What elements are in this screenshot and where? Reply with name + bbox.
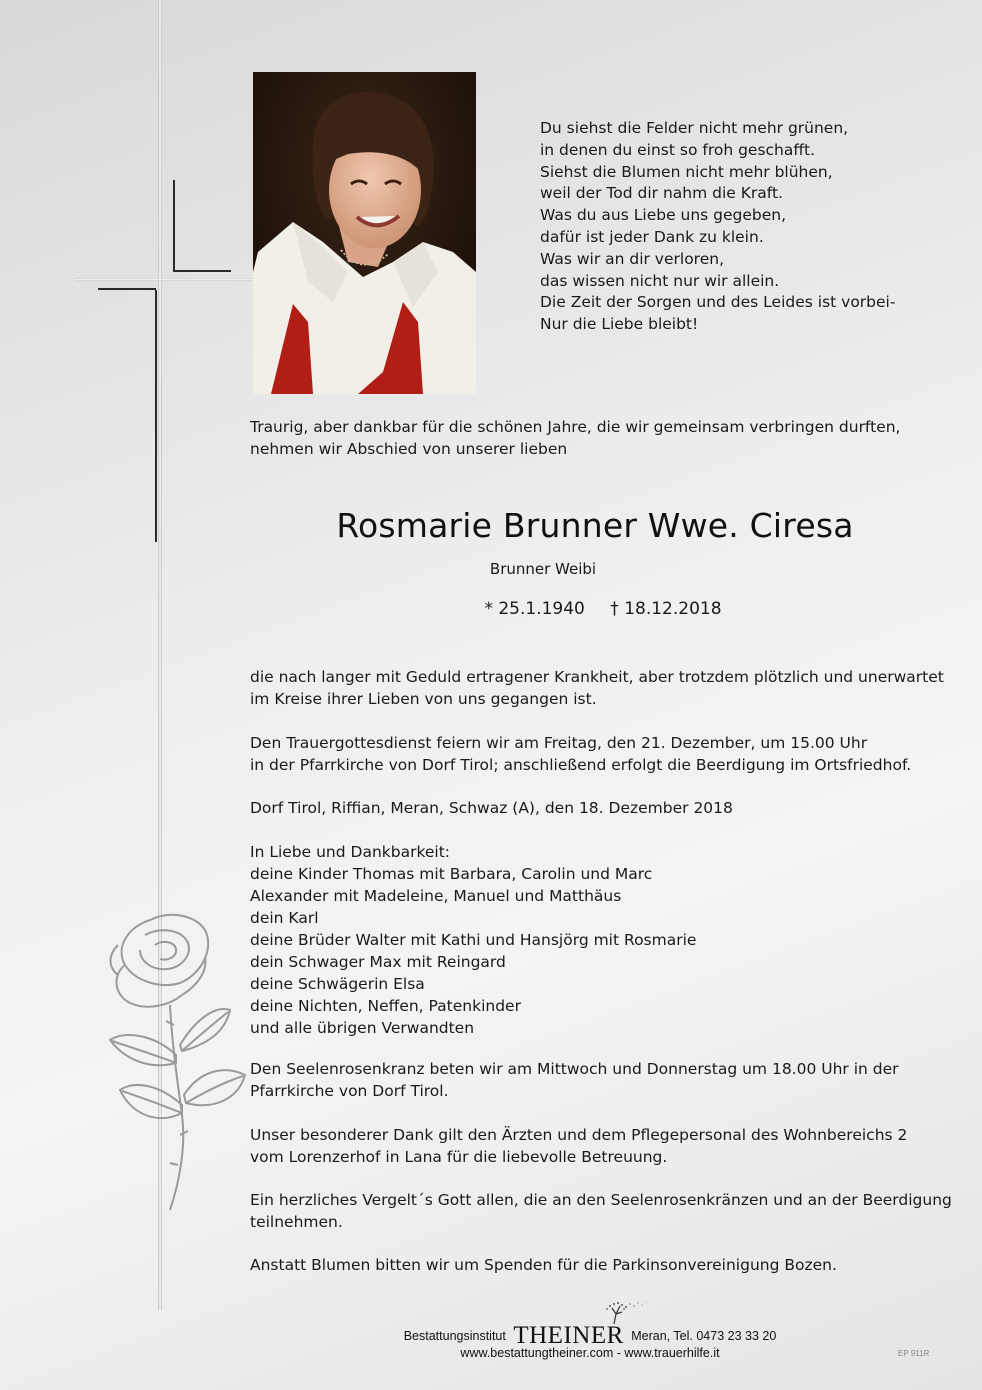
mourners-list (250, 841, 950, 1039)
birth-date: * 25.1.1940 (484, 599, 585, 619)
vergelts-paragraph (250, 1189, 950, 1233)
mourner-line: In Liebe und Dankbarkeit: (250, 843, 451, 861)
deceased-name: Rosmarie Brunner Wwe. Ciresa (336, 506, 854, 545)
poem-line: weil der Tod dir nahm die Kraft. (540, 184, 783, 203)
paragraph-line: vom Lorenzerhof in Lana für die liebevolle Betreuung. (250, 1148, 668, 1166)
paragraph-line: Ein herzliches Vergelt´s Gott allen, die an den Seelenrosenkränzen und an der Beerdigung (250, 1191, 952, 1209)
cross-horizontal-dark-right (173, 270, 231, 272)
cross-horizontal-dark-left (98, 288, 156, 290)
poem-line: Siehst die Blumen nicht mehr blühen, (540, 162, 833, 181)
poem-line: Was du aus Liebe uns gegeben, (540, 206, 787, 225)
intro-line: Traurig, aber dankbar für die schönen Jahre, die wir gemeinsam verbringen durften, (250, 418, 901, 436)
poem-line: dafür ist jeder Dank zu klein. (540, 227, 764, 246)
paragraph-line: die nach langer mit Geduld ertragener Krankheit, aber trotzdem plötzlich und unerwartet (250, 668, 944, 686)
footer-websites: www.bestattungtheiner.com - www.trauerhilfe.it (460, 1346, 720, 1360)
rosary-paragraph (250, 1058, 950, 1102)
paragraph-line: im Kreise ihrer Lieben von uns gegangen ist. (250, 690, 597, 708)
portrait-photo (253, 72, 476, 394)
death-date: † 18.12.2018 (610, 599, 722, 619)
mourner-line: deine Nichten, Neffen, Patenkinder (250, 997, 521, 1015)
poem-line: das wissen nicht nur wir allein. (540, 271, 780, 290)
paragraph-line: Den Trauergottesdienst feiern wir am Freitag, den 21. Dezember, um 15.00 Uhr (250, 734, 868, 752)
tree-logo-icon (592, 1300, 652, 1324)
cross-horizontal-light (76, 278, 252, 281)
mourner-line: und alle übrigen Verwandten (250, 1019, 475, 1037)
paragraph-line: Den Seelenrosenkranz beten wir am Mittwoch und Donnerstag um 18.00 Uhr in der (250, 1060, 899, 1078)
intro-line: nehmen wir Abschied von unserer lieben (250, 440, 568, 458)
thanks-paragraph (250, 1124, 950, 1168)
donations-paragraph (250, 1254, 950, 1276)
poem-line: Du siehst die Felder nicht mehr grünen, (540, 119, 849, 137)
poem (540, 118, 895, 336)
paragraph-line: in der Pfarrkirche von Dorf Tirol; anschließend erfolgt die Beerdigung im Ortsfriedhof. (250, 756, 912, 774)
paragraph-line: Unser besonderer Dank gilt den Ärzten und dem Pflegepersonal des Wohnbereichs 2 (250, 1126, 908, 1144)
place-date-paragraph (250, 797, 950, 819)
poem-line: Was wir an dir verloren, (540, 249, 725, 268)
mourner-line: deine Schwägerin Elsa (250, 975, 425, 993)
footer-prefix: Bestattungsinstitut (403, 1329, 506, 1343)
cross-vertical-dark (155, 290, 157, 542)
rose-icon (100, 905, 260, 1215)
deceased-nickname: Brunner Weibi (489, 560, 597, 578)
poem-line: Nur die Liebe bleibt! (540, 315, 699, 334)
mourner-line: deine Kinder Thomas mit Barbara, Carolin und Marc (250, 865, 653, 883)
footer-suffix: Meran, Tel. 0473 23 33 20 (631, 1329, 777, 1343)
footer-brand: THEINER (513, 1322, 624, 1349)
poem-line: in denen du einst so froh geschafft. (540, 140, 816, 159)
paragraph-line: teilnehmen. (250, 1213, 343, 1231)
paragraph-line: Pfarrkirche von Dorf Tirol. (250, 1082, 449, 1100)
mourner-line: deine Brüder Walter mit Kathi und Hansjörg mit Rosmarie (250, 931, 697, 949)
poem-line: Die Zeit der Sorgen und des Leides ist vorbei- (540, 293, 896, 312)
illness-paragraph (250, 666, 950, 710)
paragraph-line: Anstatt Blumen bitten wir um Spenden für die Parkinsonvereinigung Bozen. (250, 1256, 837, 1274)
mourner-line: Alexander mit Madeleine, Manuel und Matthäus (250, 887, 622, 905)
service-paragraph (250, 732, 950, 776)
intro-text (250, 416, 940, 460)
cross-vertical-dark-upper (173, 180, 175, 272)
mourner-line: dein Schwager Max mit Reingard (250, 953, 506, 971)
life-dates (250, 599, 956, 619)
template-code: EP 911R (898, 1349, 930, 1358)
mourner-line: dein Karl (250, 909, 319, 927)
footer (250, 1300, 930, 1370)
paragraph-line: Dorf Tirol, Riffian, Meran, Schwaz (A), den 18. Dezember 2018 (250, 799, 733, 817)
